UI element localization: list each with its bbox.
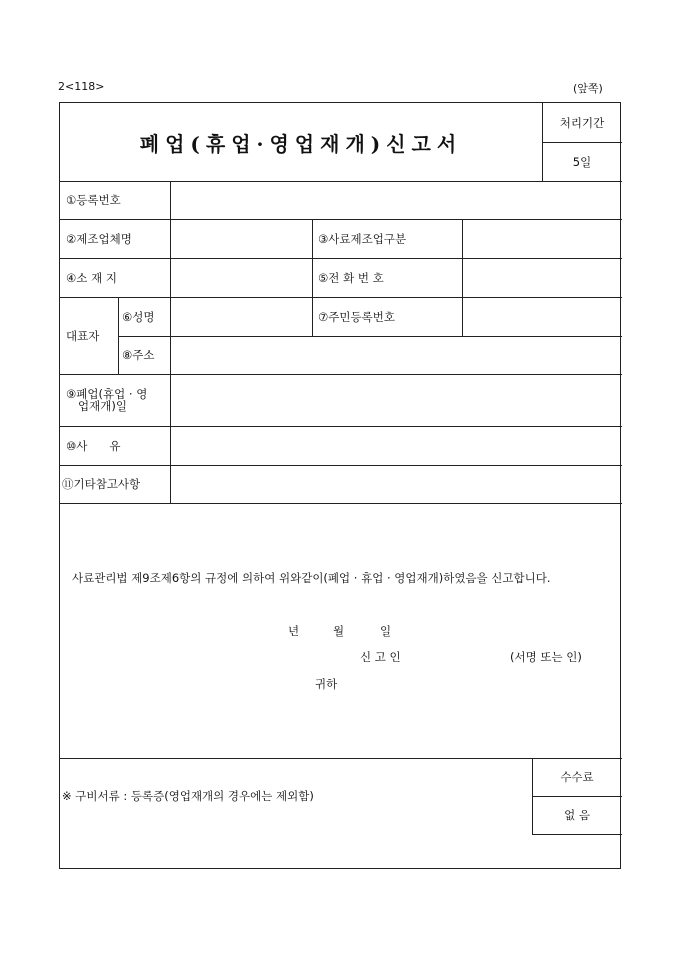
registration-number-label: ①등록번호 bbox=[66, 193, 121, 207]
report-form bbox=[59, 102, 621, 869]
required-documents-note: ※ 구비서류 : 등록증(영업재개의 경우에는 제외함) bbox=[62, 789, 314, 803]
closure-date-label-line2: 업재개)일 bbox=[78, 399, 127, 413]
other-notes-label: ⑪기타참고사항 bbox=[62, 477, 141, 491]
fee-label: 수수료 bbox=[560, 770, 594, 784]
form-number: 2<118> bbox=[58, 80, 105, 93]
phone-label: ⑤전 화 번 호 bbox=[318, 270, 384, 285]
front-side-label: (앞쪽) bbox=[573, 82, 603, 95]
form-title: 폐업(휴업·영업재개)신고서 bbox=[139, 131, 463, 156]
addressee-label: 귀하 bbox=[315, 677, 338, 691]
representative-label: 대표자 bbox=[66, 328, 100, 343]
reason-label: ⑩사 유 bbox=[66, 438, 121, 453]
declaration-statement: 사료관리법 제9조제6항의 규정에 의하여 위와같이(폐업 · 휴업 · 영업재개)하였음을 신고합니다. bbox=[72, 571, 551, 585]
resident-number-label: ⑦주민등록번호 bbox=[318, 309, 395, 324]
date-day: 일 bbox=[380, 624, 392, 638]
manufacturer-name-label: ②제조업체명 bbox=[66, 231, 132, 246]
signature-label: (서명 또는 인) bbox=[510, 650, 582, 664]
location-label: ④소 재 지 bbox=[66, 270, 117, 285]
closure-date-label bbox=[66, 374, 147, 426]
processing-period-label: 처리기간 bbox=[559, 115, 605, 130]
feed-manufacturing-type-label: ③사료제조업구분 bbox=[318, 231, 407, 246]
name-label: ⑥성명 bbox=[122, 309, 155, 324]
processing-period-value: 5일 bbox=[572, 154, 592, 169]
date-year: 년 bbox=[288, 624, 300, 638]
fee-value: 없 음 bbox=[564, 808, 590, 822]
declarant-label: 신 고 인 bbox=[360, 650, 401, 664]
closure-date-label-line1: ⑨폐업(휴업 · 영 bbox=[66, 387, 148, 401]
address-label: ⑧주소 bbox=[122, 348, 155, 362]
date-month: 월 bbox=[333, 624, 345, 638]
